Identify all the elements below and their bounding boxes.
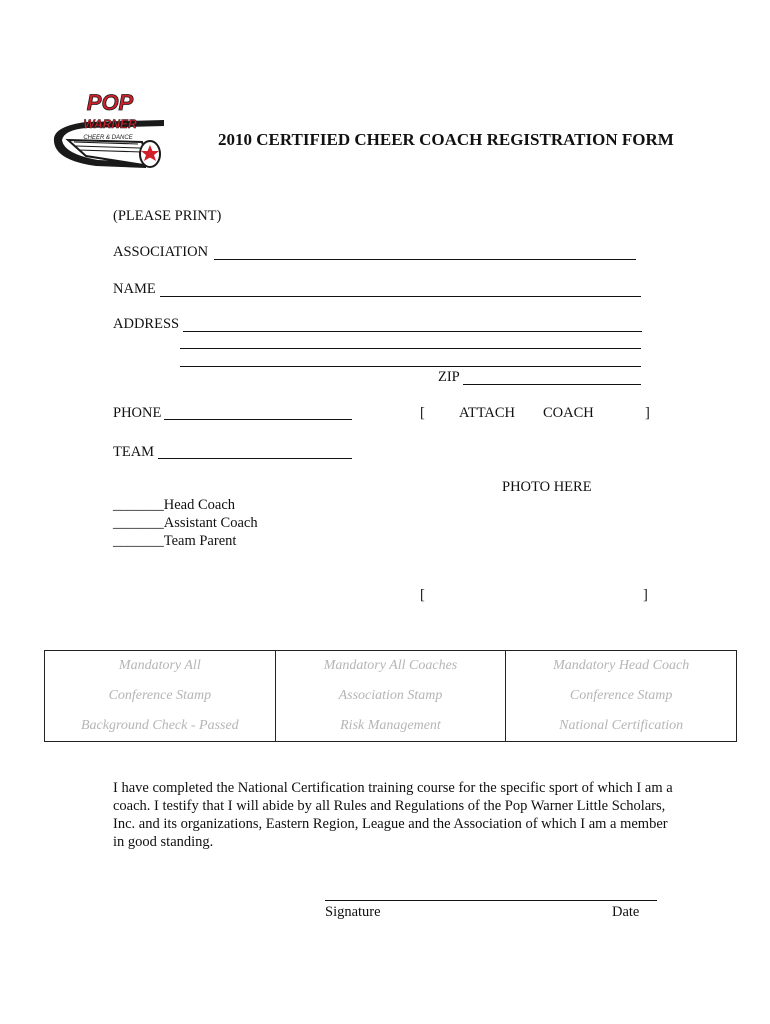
certification-statement: I have completed the National Certification training course for the specific sport of which I am a coach. I testify that I will abide by all Rules and Regulations of the Pop Warner Little Scholars, Inc. and its organizations, Eastern Region, League and the Association of which I am a member in good standing. (113, 780, 673, 850)
association-field[interactable] (214, 259, 636, 260)
photo-bracket-close-top: ] (645, 405, 650, 421)
name-field[interactable] (160, 296, 641, 297)
role-blank[interactable]: _______ (113, 515, 164, 531)
role-team-parent[interactable] (113, 533, 236, 550)
signature-field[interactable] (325, 900, 657, 901)
pop-warner-logo (46, 90, 174, 182)
address-field-line-3[interactable] (180, 366, 641, 367)
role-label: Team Parent (163, 533, 237, 549)
address-field-line-2[interactable] (180, 348, 641, 349)
signature-label: Signature (325, 904, 381, 920)
association-label: ASSOCIATION (113, 244, 209, 260)
photo-bracket-close-bottom: ] (643, 587, 648, 603)
form-title: 2010 CERTIFIED CHEER COACH REGISTRATION FORM (218, 130, 674, 149)
photo-bracket-open-top: [ (420, 405, 425, 421)
team-label: TEAM (113, 444, 155, 460)
logo-tagline: CHEER & DANCE (83, 135, 133, 141)
address-field-line-1[interactable] (183, 331, 642, 332)
logo-warner-text: WARNER (83, 117, 137, 131)
zip-label: ZIP (438, 369, 460, 385)
role-label: Assistant Coach (163, 515, 258, 531)
phone-field[interactable] (164, 419, 352, 420)
stamp-cell: Mandatory Head Coach (506, 651, 737, 682)
phone-label: PHONE (113, 405, 162, 421)
table-row (45, 711, 737, 742)
role-blank[interactable]: _______ (113, 533, 164, 549)
stamp-cell: Association Stamp (275, 681, 506, 711)
role-assistant-coach[interactable] (113, 515, 258, 532)
address-label: ADDRESS (113, 316, 180, 332)
print-note: (PLEASE PRINT) (113, 208, 222, 224)
photo-bracket-open-bottom: [ (420, 587, 425, 603)
stamp-cell: Mandatory All (45, 651, 276, 682)
team-field[interactable] (158, 458, 352, 459)
coach-text: COACH (543, 405, 594, 421)
attach-text: ATTACH (459, 405, 516, 421)
zip-field[interactable] (463, 384, 641, 385)
role-label: Head Coach (163, 497, 236, 513)
logo-pop-text: POP (86, 90, 134, 115)
table-row (45, 681, 737, 711)
stamp-cell: Conference Stamp (506, 681, 737, 711)
stamps-table (44, 650, 737, 742)
stamp-cell: Risk Management (275, 711, 506, 742)
name-label: NAME (113, 281, 156, 297)
stamp-cell: Mandatory All Coaches (275, 651, 506, 682)
stamp-cell: Conference Stamp (45, 681, 276, 711)
stamp-cell: National Certification (506, 711, 737, 742)
role-head-coach[interactable] (113, 497, 235, 514)
role-blank[interactable]: _______ (113, 497, 164, 513)
stamp-cell: Background Check - Passed (45, 711, 276, 742)
date-label: Date (612, 904, 640, 920)
table-row (45, 651, 737, 682)
photo-here-text: PHOTO HERE (502, 479, 592, 495)
